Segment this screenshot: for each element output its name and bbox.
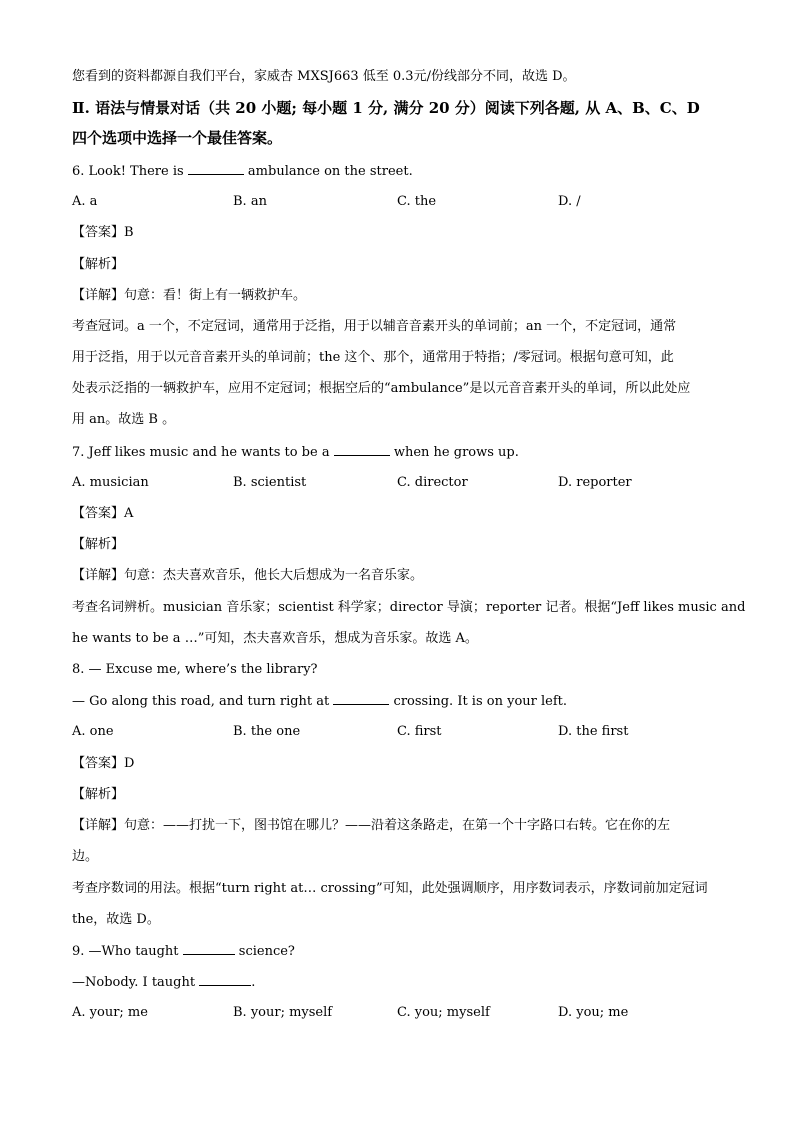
stem-text: —Nobody. I taught — [72, 975, 200, 990]
option-d: D. you; me — [558, 1005, 629, 1020]
option-b: B. your; myself — [233, 1005, 333, 1020]
option-a: A. musician — [72, 475, 149, 490]
question-6-options — [72, 193, 722, 210]
stem-text: science? — [234, 944, 295, 959]
option-c: C. director — [397, 475, 468, 490]
option-b: B. the one — [233, 724, 301, 739]
question-7-analysis-label: 【解析】 — [72, 537, 125, 552]
option-c: C. the — [397, 194, 437, 209]
question-6-explanation-3: 处表示泛指的一辆救护车，应用不定冠词；根据空后的“ambulance”是以元音音素开头的单词，所以此处应 — [72, 381, 691, 396]
option-b: B. scientist — [233, 475, 307, 490]
stem-text: crossing. It is on your left. — [389, 694, 568, 709]
question-8-options — [72, 723, 722, 740]
question-6-analysis-label: 【解析】 — [72, 257, 125, 272]
question-7-stem — [72, 443, 722, 461]
stem-text: when he grows up. — [389, 445, 519, 460]
question-7-answer: 【答案】A — [72, 506, 134, 521]
section-heading-line1: Ⅱ. 语法与情景对话（共 20 小题; 每小题 1 分, 满分 20 分）阅读下列各题, 从 A、B、C、D — [72, 99, 700, 117]
option-c: C. first — [397, 724, 442, 739]
question-7-explanation-2: he wants to be a …”可知，杰夫喜欢音乐，想成为音乐家。故选 A。 — [72, 631, 478, 646]
question-8-explanation-1: 考查序数词的用法。根据“turn right at… crossing”可知，此处强调顺序，用序数词表示，序数词前加定冠词 — [72, 881, 708, 896]
stem-text: 7. Jeff likes music and he wants to be a — [72, 445, 334, 460]
option-d: D. reporter — [558, 475, 632, 490]
question-8-detail-1: 【详解】句意：——打扰一下，图书馆在哪儿？——沿着这条路走，在第一个十字路口右转。它在你的左 — [72, 818, 671, 833]
question-7-options — [72, 474, 722, 491]
option-a: A. your; me — [72, 1005, 148, 1020]
question-7-detail: 【详解】句意：杰夫喜欢音乐，他长大后想成为一名音乐家。 — [72, 568, 424, 583]
question-9-options — [72, 1004, 722, 1021]
stem-text: 6. Look! There is — [72, 164, 188, 179]
option-a: A. a — [72, 194, 98, 209]
section-heading-line2: 四个选项中选择一个最佳答案。 — [72, 129, 283, 147]
option-d: D. the first — [558, 724, 629, 739]
question-6-stem — [72, 162, 722, 180]
stem-text: 9. —Who taught — [72, 944, 183, 959]
question-8-stem-line2 — [72, 692, 722, 710]
stem-text: . — [251, 975, 256, 990]
option-b: B. an — [233, 194, 267, 209]
stem-text: — Go along this road, and turn right at — [72, 694, 334, 709]
answer-blank — [188, 162, 244, 175]
answer-blank — [199, 973, 251, 986]
question-6-detail: 【详解】句意：看！街上有一辆救护车。 — [72, 288, 307, 303]
question-6-explanation-2: 用于泛指，用于以元音音素开头的单词前；the 这个、那个，通常用于特指；/零冠词。根据句意可知，此 — [72, 350, 674, 365]
header-note: 您看到的资料都源自我们平台，家威杏 MXSJ663 低至 0.3元/份线部分不同，故选 D。 — [72, 69, 576, 84]
option-c: C. you; myself — [397, 1005, 490, 1020]
question-8-detail-2: 边。 — [72, 849, 99, 864]
question-8-answer: 【答案】D — [72, 756, 135, 771]
question-8-analysis-label: 【解析】 — [72, 787, 125, 802]
question-6-explanation-1: 考查冠词。a 一个，不定冠词，通常用于泛指，用于以辅音音素开头的单词前；an 一个，不定冠词，通常 — [72, 319, 677, 334]
question-7-explanation-1: 考查名词辨析。musician 音乐家；scientist 科学家；director 导演；reporter 记者。根据“Jeff likes music and — [72, 600, 746, 615]
question-9-stem-line1 — [72, 942, 722, 960]
question-8-explanation-2: the，故选 D。 — [72, 912, 160, 927]
answer-blank — [334, 443, 390, 456]
question-6-explanation-4: 用 an。故选 B 。 — [72, 412, 176, 427]
stem-text: ambulance on the street. — [243, 164, 413, 179]
question-8-stem-line1: 8. — Excuse me, where’s the library? — [72, 662, 318, 677]
option-a: A. one — [72, 724, 114, 739]
question-6-answer: 【答案】B — [72, 225, 134, 240]
question-9-stem-line2 — [72, 973, 722, 991]
answer-blank — [183, 942, 235, 955]
option-d: D. / — [558, 194, 581, 209]
answer-blank — [333, 692, 389, 705]
